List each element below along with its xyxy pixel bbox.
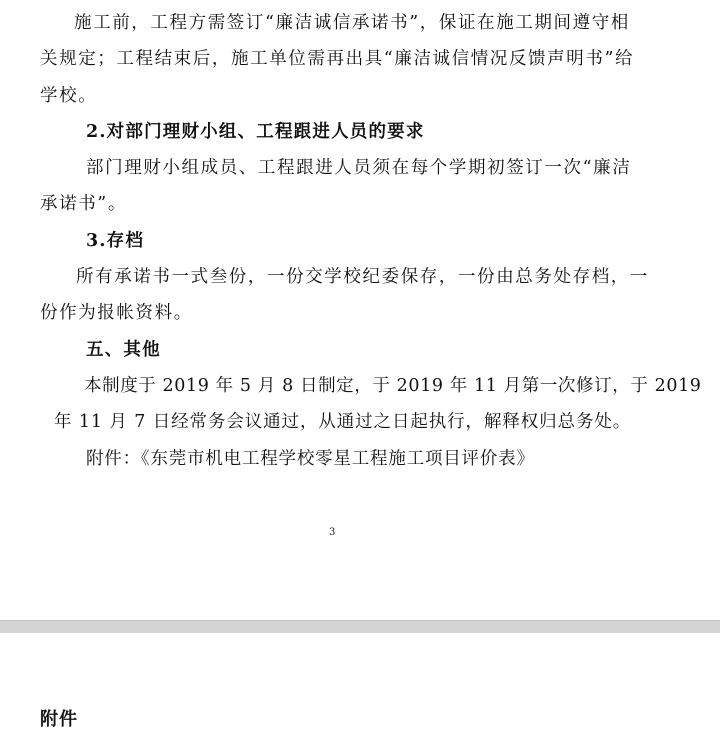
page-number: 3 <box>329 527 336 538</box>
section-heading-3: 3.存档 <box>86 231 145 251</box>
paragraph-1-line-1: 施工前，工程方需签订“廉洁诚信承诺书”，保证在施工期间遵守相 <box>74 13 630 33</box>
paragraph-2-line-1: 部门理财小组成员、工程跟进人员须在每个学期初签订一次“廉洁 <box>86 158 632 178</box>
paragraph-1-line-2: 关规定；工程结束后，施工单位需再出具“廉洁诚信情况反馈声明书”给 <box>40 49 635 69</box>
paragraph-3-line-1: 所有承诺书一式叁份，一份交学校纪委保存，一份由总务处存档，一 <box>76 267 649 287</box>
attachment-line: 附件：《东莞市机电工程学校零星工程施工项目评价表》 <box>86 449 535 469</box>
paragraph-1-line-3: 学校。 <box>40 86 98 106</box>
attachment-title: 附件 <box>40 709 78 730</box>
paragraph-4-line-1: 本制度于 2019 年 5 月 8 日制定，于 2019 年 11 月第一次修订，于 2019 <box>84 376 702 396</box>
paragraph-4-line-2: 年 11 月 7 日经常务会议通过，从通过之日起执行，解释权归总务处。 <box>54 412 632 432</box>
paragraph-3-line-2: 份作为报帐资料。 <box>40 303 193 323</box>
section-heading-2: 2.对部门理财小组、工程跟进人员的要求 <box>86 122 425 142</box>
paragraph-2-line-2: 承诺书”。 <box>40 194 127 214</box>
next-document-page <box>0 633 720 732</box>
section-heading-5: 五、其他 <box>86 340 161 360</box>
page-separator <box>0 620 720 633</box>
